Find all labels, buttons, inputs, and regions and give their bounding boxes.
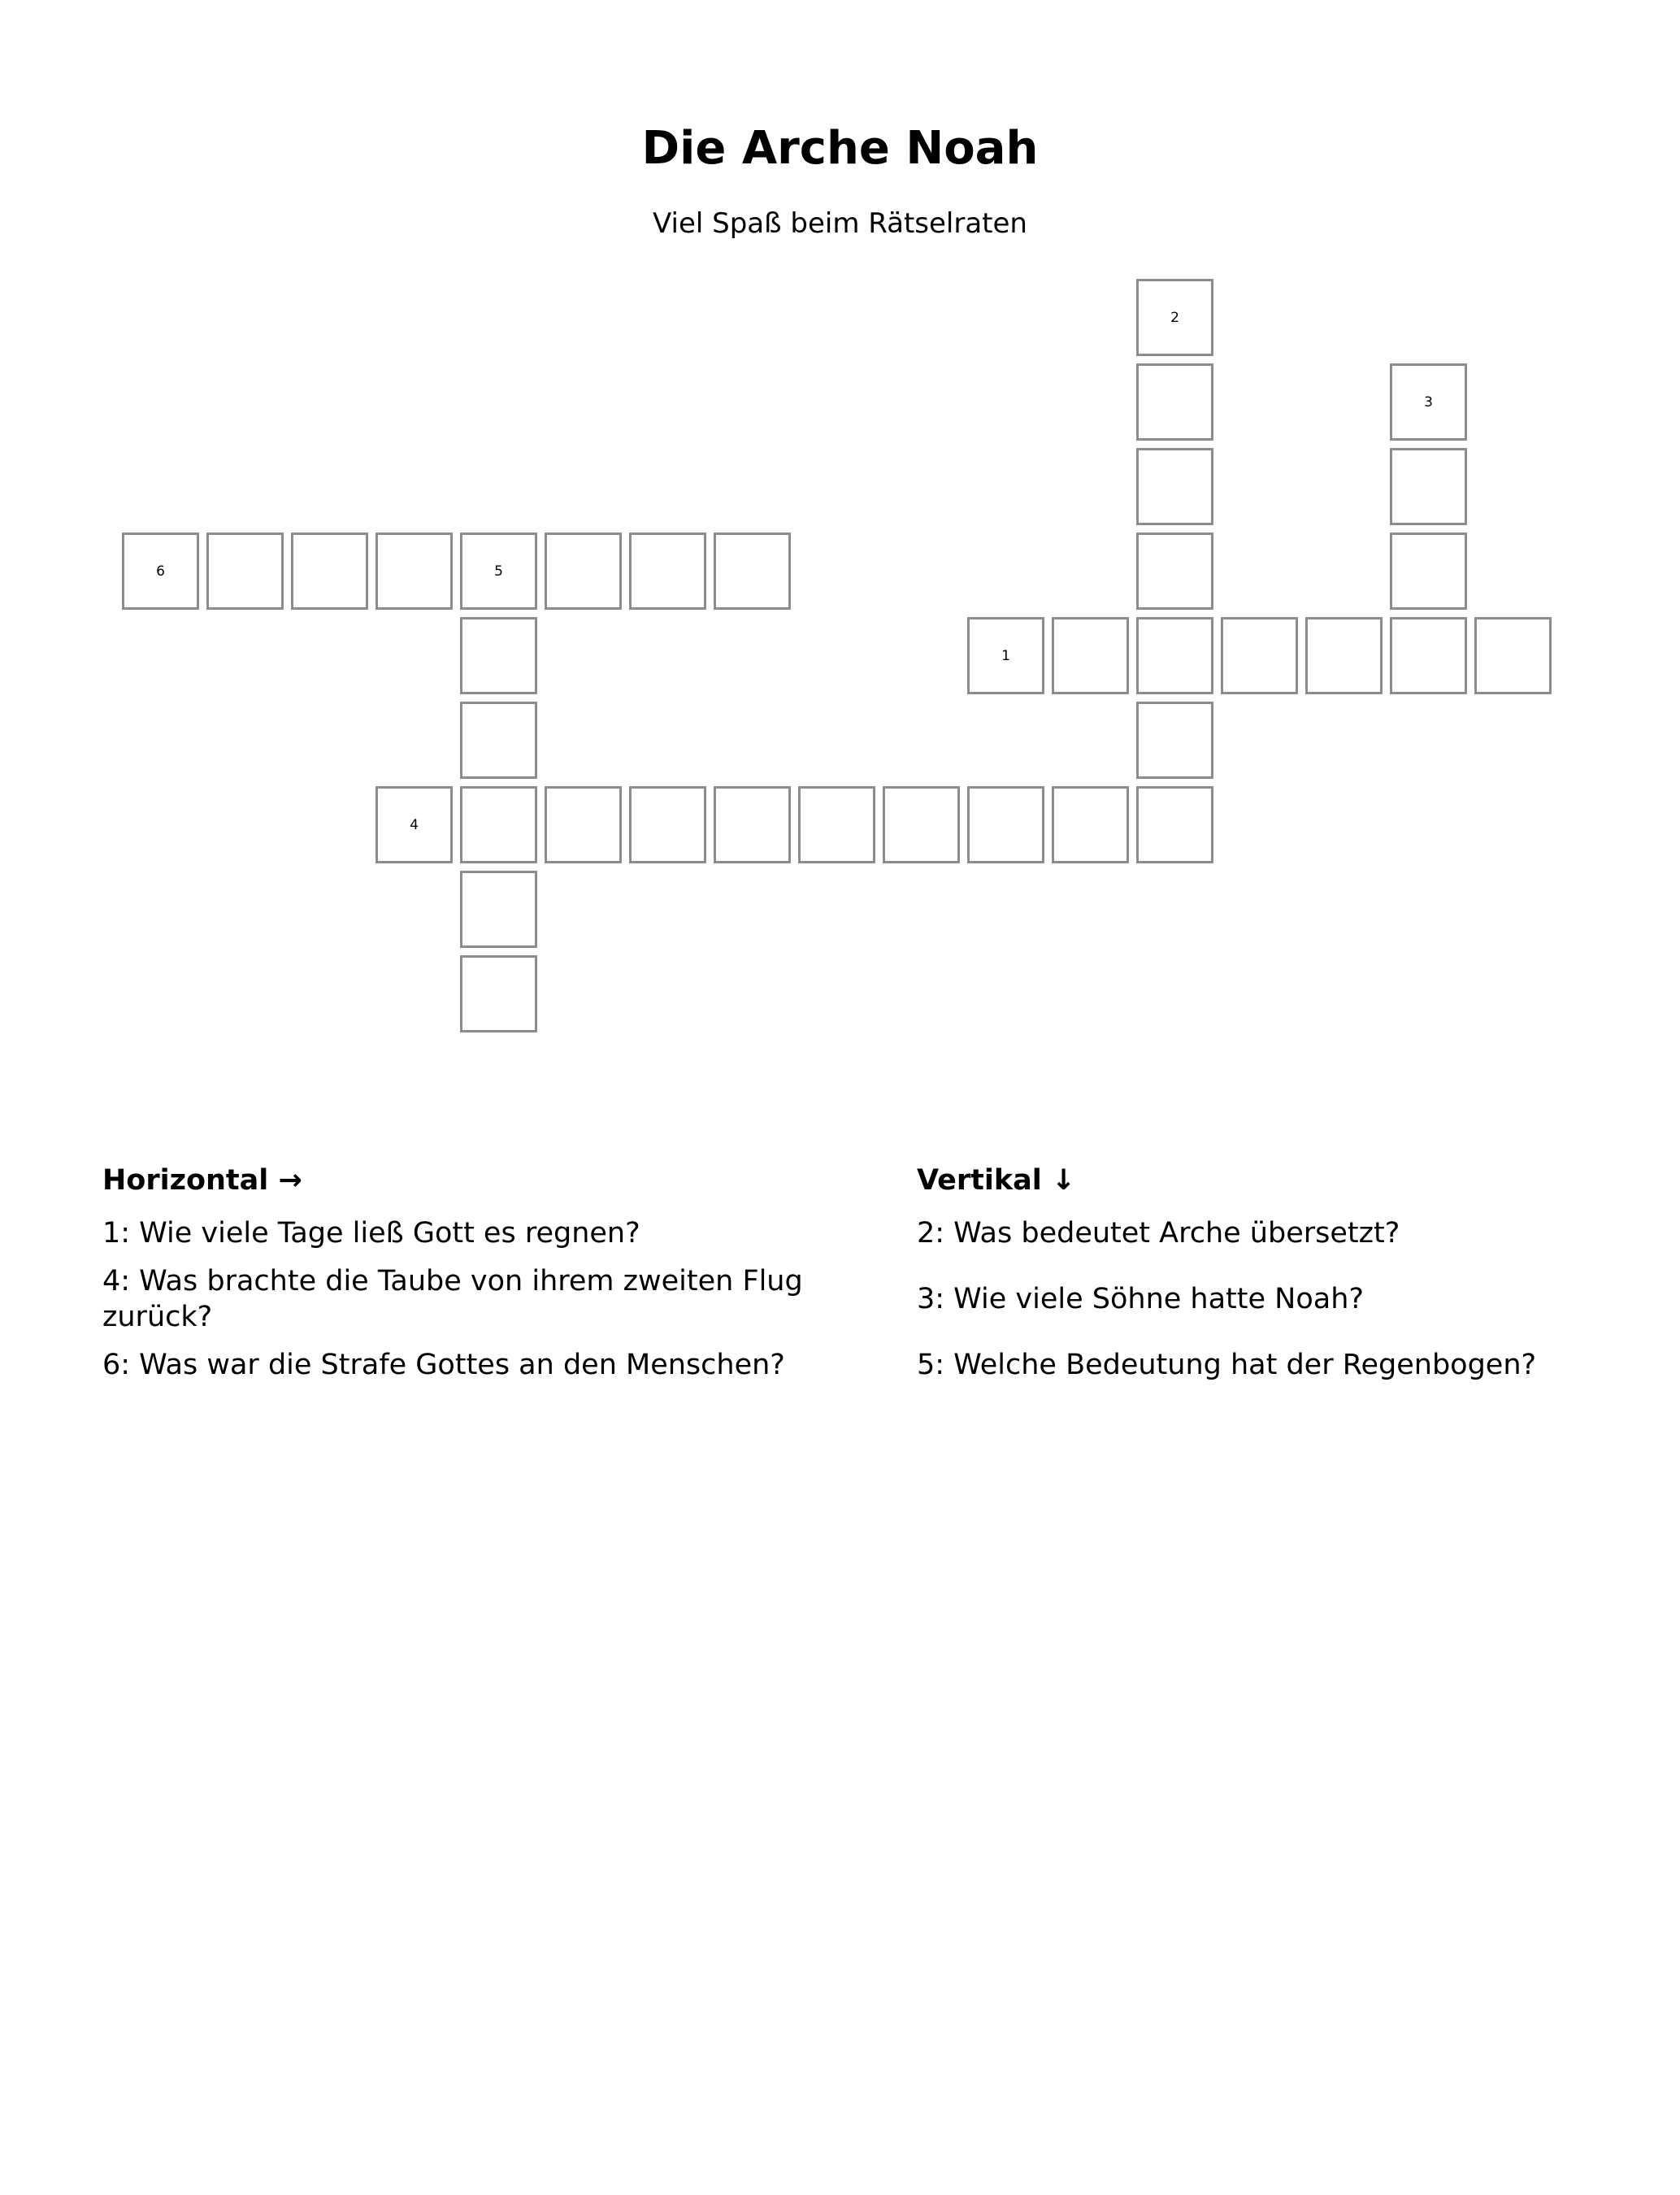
crossword-cell[interactable]: [629, 786, 706, 863]
crossword-cell[interactable]: [1474, 617, 1552, 694]
cell-number: 3: [1424, 394, 1433, 411]
clue-item: [102, 1341, 834, 1389]
crossword-grid: [0, 0, 1680, 1057]
crossword-cell[interactable]: [460, 702, 537, 779]
cell-number: 6: [156, 563, 165, 580]
cell-number: 2: [1170, 310, 1179, 326]
clue-item: [102, 1210, 834, 1257]
cell-number: 5: [494, 563, 503, 580]
clues-vertical: [917, 1163, 1648, 1389]
crossword-cell[interactable]: [376, 532, 453, 610]
crossword-cell[interactable]: [1390, 617, 1467, 694]
page-subtitle: Viel Spaß beim Rätselraten: [653, 207, 1027, 240]
crossword-cell-2[interactable]: [1136, 279, 1213, 356]
clues-horizontal-heading: Horizontal →: [102, 1164, 302, 1197]
crossword-cell[interactable]: [1052, 617, 1129, 694]
clue-vertical-3: 3: Wie viele Söhne hatte Noah?: [917, 1283, 1364, 1315]
crossword-cell[interactable]: [460, 871, 537, 948]
clues-vertical-heading: Vertikal ↓: [917, 1164, 1076, 1197]
clues-horizontal: [102, 1163, 834, 1389]
clue-horizontal-6: 6: Was war die Strafe Gottes an den Menschen?: [102, 1349, 785, 1381]
clue-horizontal-1: 1: Wie viele Tage ließ Gott es regnen?: [102, 1217, 640, 1250]
crossword-cell-3[interactable]: [1390, 363, 1467, 441]
cell-number: 1: [1001, 648, 1010, 664]
crossword-cell[interactable]: [714, 786, 791, 863]
crossword-cell[interactable]: [1390, 448, 1467, 525]
crossword-cell[interactable]: [1136, 786, 1213, 863]
crossword-cell[interactable]: [798, 786, 875, 863]
clue-horizontal-4: 4: Was brachte die Taube von ihrem zweiten Flug zurück?: [102, 1265, 803, 1333]
crossword-cell[interactable]: [1221, 617, 1298, 694]
crossword-cell[interactable]: [1136, 532, 1213, 610]
cell-number: 4: [410, 817, 419, 833]
crossword-cell[interactable]: [291, 532, 368, 610]
crossword-cell[interactable]: [1136, 448, 1213, 525]
crossword-cell[interactable]: [545, 786, 622, 863]
crossword-cell[interactable]: [967, 786, 1044, 863]
crossword-cell[interactable]: [714, 532, 791, 610]
crossword-cell[interactable]: [460, 955, 537, 1032]
crossword-cell[interactable]: [1390, 532, 1467, 610]
crossword-cell[interactable]: [206, 532, 284, 610]
crossword-cell[interactable]: [883, 786, 960, 863]
clue-item: [917, 1210, 1648, 1257]
crossword-cell[interactable]: [460, 617, 537, 694]
crossword-cell[interactable]: [629, 532, 706, 610]
crossword-cell-6[interactable]: [122, 532, 199, 610]
clue-vertical-5: 5: Welche Bedeutung hat der Regenbogen?: [917, 1349, 1537, 1381]
crossword-cell[interactable]: [1136, 702, 1213, 779]
crossword-cell[interactable]: [545, 532, 622, 610]
crossword-cell[interactable]: [1136, 363, 1213, 441]
crossword-cell-1[interactable]: [967, 617, 1044, 694]
clue-item: [102, 1257, 834, 1341]
crossword-cell[interactable]: [1052, 786, 1129, 863]
page-title: Die Arche Noah: [641, 122, 1039, 175]
crossword-cell[interactable]: [1305, 617, 1383, 694]
crossword-cell-5[interactable]: [460, 532, 537, 610]
crossword-cell[interactable]: [460, 786, 537, 863]
clue-item: [917, 1257, 1648, 1341]
clue-item: [917, 1341, 1648, 1389]
crossword-cell[interactable]: [1136, 617, 1213, 694]
clue-vertical-2: 2: Was bedeutet Arche übersetzt?: [917, 1217, 1400, 1250]
crossword-cell-4[interactable]: [376, 786, 453, 863]
